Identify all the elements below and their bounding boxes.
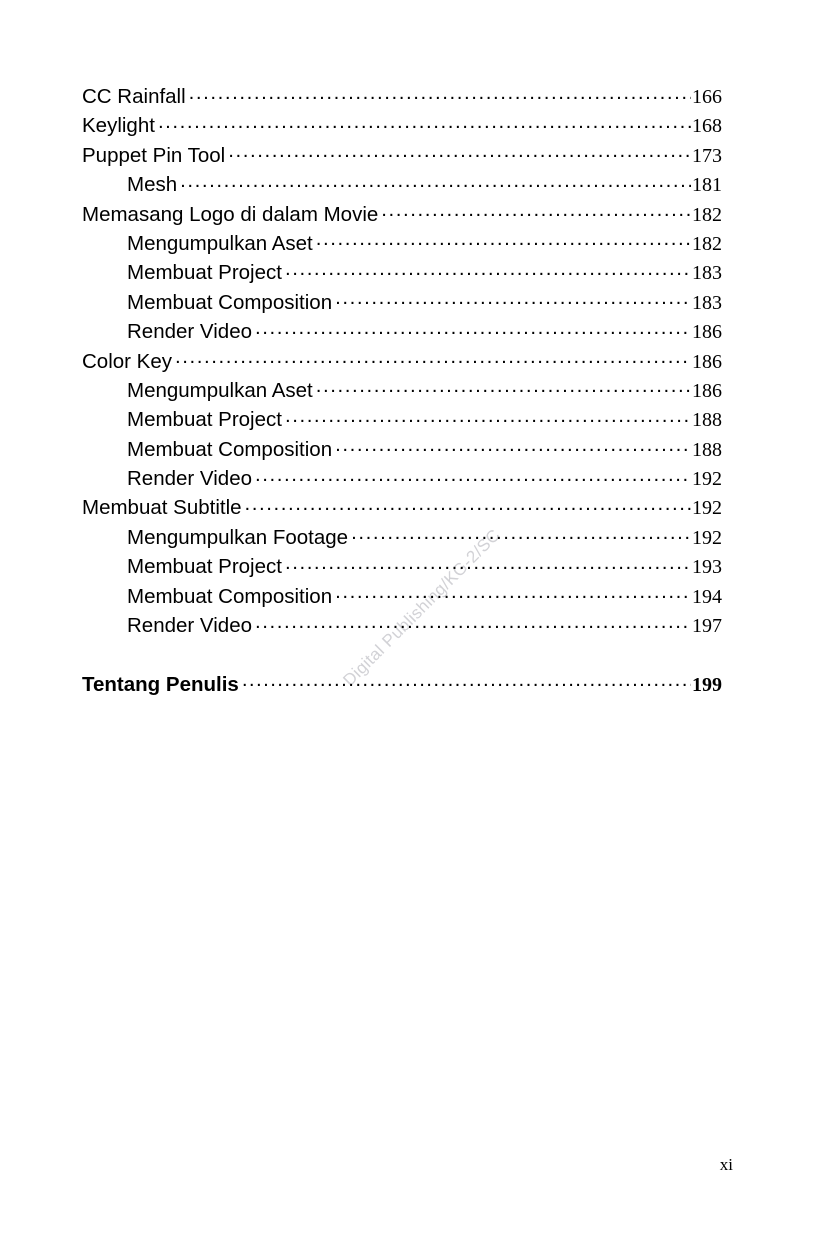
toc-entry[interactable]	[82, 493, 722, 522]
toc-entry[interactable]	[82, 317, 722, 346]
toc-entry-label: CC Rainfall	[82, 85, 186, 108]
toc-entry-page-number: 186	[692, 379, 722, 402]
toc-dot-leader	[285, 259, 691, 280]
toc-entry[interactable]	[82, 347, 722, 376]
toc-entry-label: Tentang Penulis	[82, 672, 239, 696]
toc-entry[interactable]	[82, 464, 722, 493]
toc-entry-label: Memasang Logo di dalam Movie	[82, 202, 379, 226]
toc-dot-leader	[285, 553, 691, 574]
toc-entry-label: Membuat Project	[127, 555, 282, 579]
toc-entry[interactable]	[82, 611, 722, 640]
toc-dot-leader	[335, 288, 691, 309]
toc-entry[interactable]	[82, 200, 722, 229]
toc-dot-leader	[285, 406, 691, 427]
toc-entry-page-number: 193	[692, 556, 722, 579]
toc-entry-label: Puppet Pin Tool	[82, 143, 226, 167]
toc-entry[interactable]	[82, 288, 722, 317]
toc-entry-page-number: 183	[692, 262, 722, 285]
toc-entry-page-number: 192	[692, 468, 722, 491]
toc-entry-page-number: 188	[692, 438, 722, 461]
toc-dot-leader	[158, 112, 691, 133]
toc-entry-page-number: 182	[692, 232, 722, 255]
toc-dot-leader	[351, 523, 691, 544]
toc-entry-page-number: 192	[692, 526, 722, 549]
toc-entry-label: Render Video	[127, 614, 252, 638]
toc-dot-leader	[245, 494, 691, 515]
toc-entry[interactable]	[82, 258, 722, 287]
toc-dot-leader	[316, 376, 691, 397]
toc-entry[interactable]	[82, 405, 722, 434]
toc-dot-leader	[180, 171, 691, 192]
table-of-contents-list	[82, 82, 722, 699]
toc-entry-page-number: 173	[692, 144, 722, 167]
toc-entry-label: Mengumpulkan Aset	[127, 231, 313, 255]
toc-entry[interactable]	[82, 111, 722, 140]
toc-dot-leader	[381, 200, 691, 221]
toc-dot-leader	[175, 347, 691, 368]
toc-entry-page-number: 197	[692, 615, 722, 638]
toc-spacer	[82, 640, 722, 669]
toc-dot-leader	[255, 612, 691, 633]
toc-dot-leader	[228, 141, 691, 162]
toc-dot-leader	[335, 582, 691, 603]
toc-entry-page-number: 186	[692, 350, 722, 373]
toc-entry-label: Color Key	[82, 349, 173, 373]
toc-entry-label: Render Video	[127, 467, 252, 491]
toc-entry-page-number: 183	[692, 291, 722, 314]
toc-entry-page-number: 194	[692, 585, 722, 608]
toc-entry-label: Membuat Project	[127, 261, 282, 285]
toc-entry[interactable]	[82, 82, 722, 111]
toc-entry-label: Mesh	[127, 173, 178, 197]
toc-entry[interactable]	[82, 552, 722, 581]
toc-entry-page-number: 166	[692, 86, 722, 108]
toc-dot-leader	[335, 435, 691, 456]
toc-entry-label: Render Video	[127, 320, 252, 344]
toc-entry-label: Membuat Composition	[127, 584, 333, 608]
toc-entry[interactable]	[82, 229, 722, 258]
toc-entry[interactable]	[82, 435, 722, 464]
toc-entry[interactable]	[82, 582, 722, 611]
toc-entry-page-number: 192	[692, 497, 722, 520]
toc-entry-label: Mengumpulkan Footage	[127, 525, 349, 549]
toc-entry-label: Keylight	[82, 114, 155, 138]
toc-entry-label: Membuat Project	[127, 408, 282, 432]
page-folio-number: xi	[719, 1155, 733, 1174]
toc-dot-leader	[242, 670, 691, 691]
toc-entry-page-number: 181	[692, 174, 722, 197]
toc-entry[interactable]	[82, 670, 722, 699]
toc-dot-leader	[255, 465, 691, 486]
toc-entry-page-number: 199	[692, 673, 722, 696]
toc-entry[interactable]	[82, 523, 722, 552]
toc-entry[interactable]	[82, 141, 722, 170]
toc-entry[interactable]	[82, 170, 722, 199]
toc-entry-label: Membuat Subtitle	[82, 496, 242, 520]
toc-dot-leader	[255, 318, 691, 339]
watermark-text: Digital Publishing/KG-2/SC	[339, 525, 504, 690]
toc-entry-label: Mengumpulkan Aset	[127, 378, 313, 402]
toc-entry-label: Membuat Composition	[127, 437, 333, 461]
toc-entry-page-number: 168	[692, 115, 722, 138]
toc-entry[interactable]	[82, 376, 722, 405]
toc-entry-page-number: 188	[692, 409, 722, 432]
toc-dot-leader	[189, 83, 691, 104]
toc-entry-page-number: 186	[692, 321, 722, 344]
toc-dot-leader	[316, 229, 691, 250]
toc-entry-page-number: 182	[692, 203, 722, 226]
toc-entry-label: Membuat Composition	[127, 290, 333, 314]
